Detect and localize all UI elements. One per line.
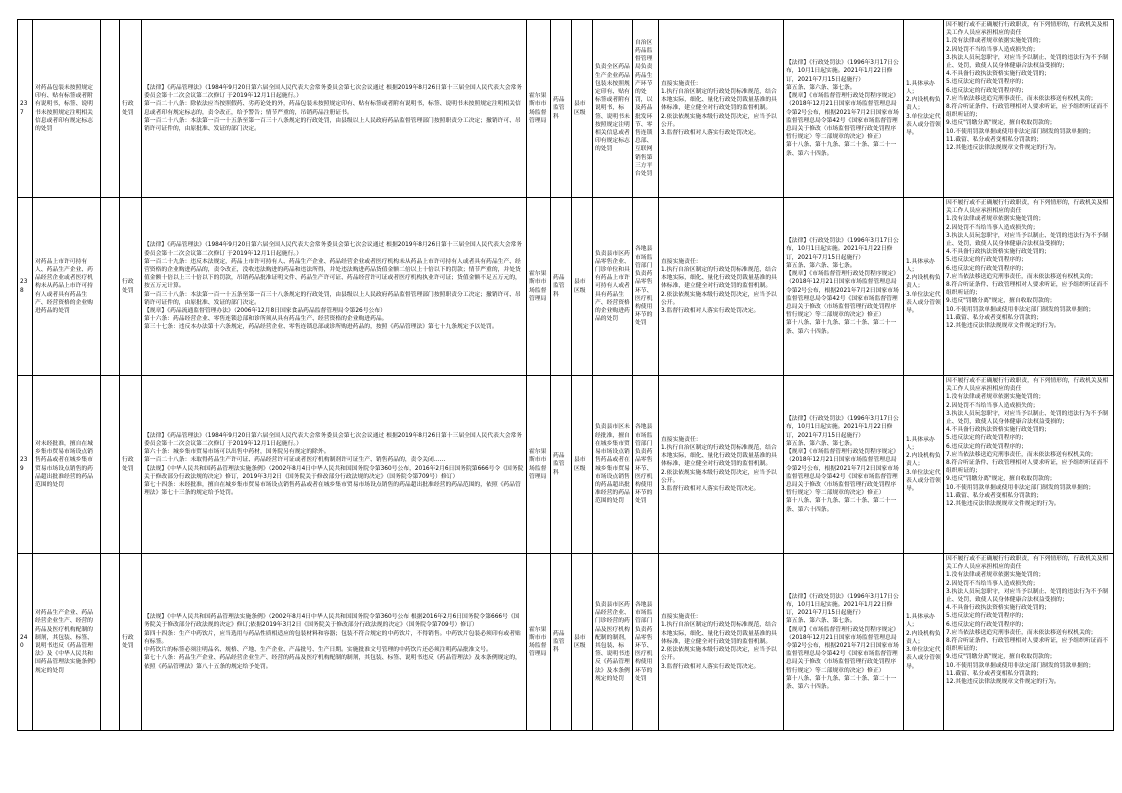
responsibility-measures: 直接实施责任： 1.执行自治区制定的行政处罚标准规范，结合本地实际，细化、量化行政处罚裁量基准的具体标准，建立健全对行政处罚的监督机制。 2.依法依规实施本级行政处罚决定，应当予以公开。 3.监督行政相对人落实行政处罚决定。	[659, 20, 784, 198]
legal-basis: 【法律】《药品管理法》（1984年9月20日第六届全国人民代表大会常务委员会第七次会议通过 根据2019年8月26日第十三届全国人民代表大会常务委员会第十二次会议第二次修订 于2019年12月1日起施行。） 第一百二十八条：除依法应当按照假药、劣药论处的外，药品包装未按照规定印有、贴有标签或者附有说明书，标签、说明书未按照规定注明相关信息或者印有规定标志的，责令改正，给予警告；情节严重的，吊销药品注册证书。 第一百二十八条：本法第一百一十五条至第一百三十八条规定的行政处罚，由县级以上人民政府药品监督管理部门按照职责分工决定；撤销许可、吊销许可证件的，由原批准、发证的部门决定。	[142, 20, 527, 198]
legal-basis: 【法律】《药品管理法》（1984年9月20日第六届全国人民代表大会常务委员会第七次会议通过 根据2019年8月26日第十三届全国人民代表大会常务委员会第十二次会议第二次修订 于2019年12月1日起施行。） 第一百二十九条：违反本法规定，药品上市许可持有人、药品生产企业、药品经营企业或者医疗机构未从药品上市许可持有人或者具有药品生产、经营资格的企业购进药品的，责令改正，没收违法购进的药品和违法所得，并处违法购进药品货值金额二倍以上十倍以下的罚款；情节严重的，并处货值金额十倍以上三十倍以下的罚款，吊销药品批准证明文件、药品生产许可证、药品经营许可证或者医疗机构执业许可证；货值金额不足五万元的，按五万元计算。 第一百三十八条：本法第一百一十五条至第一百三十八条规定的行政处罚，由县级以上人民政府药品监督管理部门按照职责分工决定；撤销许可、吊销许可证件的，由原批准、发证的部门决定。 【规章】《药品流通监督管理办法》（2006年12月8日国家食品药品监督管理局令第26号公布） 第十六条：药品经营企业、零售连锁总部和诊所须从具有药品生产、经营资格的企业购进药品。 第三十七条：违反本办法第十六条规定，药品经营企业、零售连锁总部或诊所购进药品的，按照《药品管理法》第七十九条规定予以处罚。	[142, 198, 527, 376]
responsibility-measures: 直接实施责任： 1.执行自治区制定的行政处罚标准规范，结合本地实际，细化、量化行政处罚裁量基准的具体标准，建立健全对行政处罚的监督机制。 2.依法依规实施本级行政处罚决定，应当予以公开。 3.监督行政相对人落实行政处罚决定。	[659, 376, 784, 554]
implementing-subject: 霍尔果斯市市场监督管理局	[527, 554, 551, 731]
accountability-basis: 【法律】《行政处罚法》（1996年3月17日公布，10月1日起实施。2021年1月22日修订，2021年7月15日起施行） 第五条、第六条、第七条。 【规章】《市场监督管理行政处罚程序规定》（2018年12月21日国家市场监督管理总局令第2号公布，根据2021年7月2日国家市场监督管理总局令第42号《国家市场监督管理总局关于修改〈市场监督管理行政处罚程序暂行规定〉等二部规章的决定》修正） 第十八条、第十九条、第二十条、第二十一条、第六十四条。	[784, 554, 904, 731]
sub-item	[101, 554, 120, 731]
item-name: 对药品生产企业、药品经营企业生产、经营的药品及医疗机构配制的制剂，其包装、标签、说明书违反《药品管理法》及《中华人民共和国药品管理法实施条例》规定的处罚	[33, 554, 101, 731]
exercise-level: 县市区级	[572, 20, 593, 198]
responsible-department: 药品监管科	[551, 20, 572, 198]
legal-basis: 【法规】《中华人民共和国药品管理法实施条例》（2002年8月4日中华人民共和国国务院令第360号公布 根据2016年2月6日国务院令第666号《国务院关于修改部分行政法规的决定》修订;依据2019年3月2日《国务院关于修改部分行政法规的决定》（国务院令第709号）修订） 第四十四条：生产中药饮片，应当选用与药品性质相适应的包装材料和容器；包装不符合规定的中药饮片，不得销售。中药饮片包装必须印有或者贴有标签。 中药饮片的标签必须注明品名、规格、产地、生产企业、产品批号、生产日期。实施批准文号管理的中药饮片还必须注明药品批准文号。 第七十八条：药品生产企业、药品经营企业生产、经营的药品及医疗机构配制的制剂，其包装、标签、说明书违反《药品管理法》及本条例规定的，依照《药品管理法》第八十五条的规定给予处罚。	[142, 554, 527, 731]
row-number: 239	[18, 376, 33, 554]
table-row	[18, 20, 1114, 198]
sub-item	[101, 198, 120, 376]
accountability-cases: 因不履行或不正确履行行政职责，有下列情形的，行政机关及相关工作人员应承担相应的责任 1.没有法律或者规章依据实施处罚的； 2.因处罚不当给当事人造成损失的； 3.执法人员玩忽职守，对应当予以制止、处罚的违法行为不予制止、处罚，致使人民身体健康合法权益受损的； 4.不具备行政执法资格实施行政处罚的； 5.违反法定的行政处罚程序的； 6.违反法定的行政处罚程序的； 7.应当依法移送追究刑事责任，而未依法移送有权机关的； 8.符合听证条件、行政管理相对人要求听证，应予组织听证而不组织听证的； 9.违反"罚缴分离"规定，擅自收取罚款的； 10.不使用罚款单据或使用非法定部门制发的罚款单据的； 11.截留、私分或者变相私分罚款的； 12.其他违反法律法规规章文件规定的行为。	[944, 20, 1114, 198]
exercise-level: 县市区级	[572, 554, 593, 731]
division-of-duty: 各地县市场监管部门负责药品零售环节、医疗机构使用环节的处罚	[633, 554, 659, 731]
row-number: 240	[18, 554, 33, 731]
exercise-level: 县市区级	[572, 198, 593, 376]
power-list-table	[17, 19, 1114, 731]
local-duty: 负责县市区药品零售企业、门诊单位和具有药品上市许可持有人或者具有药品生产、经营资格的企业购进药品的处罚	[593, 198, 633, 376]
table-row	[18, 376, 1114, 554]
local-duty: 负责县市区药品经营企业、门诊经营的药品及医疗机构配制的制剂，其包装、标签、说明书违反《药品管理法》及本条例规定的处罚	[593, 554, 633, 731]
accountable-subjects: 1.具体承办人； 2.内设机构负责人； 3.单位法定代表人或分管领导。	[904, 198, 944, 376]
exercise-level: 县市区级	[572, 376, 593, 554]
sub-item	[101, 20, 120, 198]
accountability-cases: 因不履行或不正确履行行政职责，有下列情形的，行政机关及相关工作人员应承担相应的责任 1.没有法律或者规章依据实施处罚的； 2.因处罚不当给当事人造成损失的； 3.执法人员玩忽职守，对应当予以制止、处罚的违法行为不予制止、处罚，致使人民身体健康合法权益受损的； 4.不具备行政执法资格实施行政处罚的； 5.违反法定的行政处罚程序的； 6.违反法定的行政处罚程序的； 7.应当依法移送追究刑事责任，而未依法移送有权机关的； 8.符合听证条件、行政管理相对人要求听证，应予组织听证而不组织听证的； 9.违反"罚缴分离"规定，擅自收取罚款的； 10.不使用罚款单据或使用非法定部门制发的罚款单据的； 11.截留、私分或者变相私分罚款的； 12.其他违反法律法规规章文件规定的行为。	[944, 554, 1114, 731]
local-duty: 负责县市区未经批准，擅自在城乡集市贸易市场设点销售药品或者在城乡集市贸易市场设点销售的药品超出批准经营的药品范围的处罚	[593, 376, 633, 554]
table-row	[18, 198, 1114, 376]
accountability-cases: 因不履行或不正确履行行政职责，有下列情形的，行政机关及相关工作人员应承担相应的责任 1.没有法律或者规章依据实施处罚的； 2.因处罚不当给当事人造成损失的； 3.执法人员玩忽职守，对应当予以制止、处罚的违法行为不予制止、处罚，致使人民身体健康合法权益受损的； 4.不具备行政执法资格实施行政处罚的； 5.违反法定的行政处罚程序的； 6.违反法定的行政处罚程序的； 7.应当依法移送追究刑事责任，而未依法移送有权机关的； 8.符合听证条件、行政管理相对人要求听证，应予组织听证而不组织听证的； 9.违反"罚缴分离"规定，擅自收取罚款的； 10.不使用罚款单据或使用非法定部门制发的罚款单据的； 11.截留、私分或者变相私分罚款的； 12.其他违反法律法规规章文件规定的行为。	[944, 376, 1114, 554]
row-number: 237	[18, 20, 33, 198]
responsible-department: 药品监管科	[551, 554, 572, 731]
responsible-department: 药品监管科	[551, 376, 572, 554]
implementing-subject: 霍尔果斯市市场监督管理局	[527, 198, 551, 376]
accountable-subjects: 1.具体承办人； 2.内设机构负责人； 3.单位法定代表人或分管领导。	[904, 376, 944, 554]
division-of-duty: 自治区药品监督管理局负责药品生产环节的处罚，以及药品批发环节、零售连锁总部、互联网销售第三方平台处罚	[633, 20, 659, 198]
responsibility-measures: 直接实施责任： 1.执行自治区制定的行政处罚标准规范，结合本地实际，细化、量化行政处罚裁量基准的具体标准，建立健全对行政处罚的监督机制。 2.依法依规实施本级行政处罚决定，应当予以公开。 3.监督行政相对人落实行政处罚决定。	[659, 198, 784, 376]
accountable-subjects: 1.具体承办人； 2.内设机构负责人； 3.单位法定代表人或分管领导。	[904, 20, 944, 198]
legal-basis: 【法律】《药品管理法》（1984年9月20日第六届全国人民代表大会常务委员会第七次会议通过 根据2019年8月26日第十三届全国人民代表大会常务委员会第十二次会议第二次修订 于2019年12月1日起施行。） 第六十条：城乡集市贸易市场可以出售中药材，国务院另有规定的除外。 第一百二十八条：未取得药品生产许可证、药品经营许可证或者医疗机构制剂许可证生产、销售药品的，责令关闭…… 【法规】《中华人民共和国药品管理法实施条例》（2002年8月4日中华人民共和国国务院令第360号公布，2016年2月6日国务院第666号令《国务院关于修改部分行政法规的决定》修订，2019年3月2日《国务院关于修改部分行政法规的决定》（国务院令第709号）修订） 第七十四条：未经批准，擅自在城乡集市贸易市场设点销售药品或者在城乡集市贸易市场设点销售的药品超出批准经营的药品范围的，依照《药品管理法》第七十三条的规定给予处罚。	[142, 376, 527, 554]
responsible-department: 药品监管科	[551, 198, 572, 376]
division-of-duty: 各地县市场监管部门负责药品零售环节、医疗机构使用环节的处罚	[633, 198, 659, 376]
division-of-duty: 各地县市场监管部门负责药品零售环节、医疗机构使用环节的处罚	[633, 376, 659, 554]
accountability-cases: 因不履行或不正确履行行政职责，有下列情形的，行政机关及相关工作人员应承担相应的责任 1.没有法律或者规章依据实施处罚的； 2.因处罚不当给当事人造成损失的； 3.执法人员玩忽职守，对应当予以制止、处罚的违法行为不予制止、处罚，致使人民身体健康合法权益受损的； 4.不具备行政执法资格实施行政处罚的； 5.违反法定的行政处罚程序的； 6.违反法定的行政处罚程序的； 7.应当依法移送追究刑事责任，而未依法移送有权机关的； 8.符合听证条件、行政管理相对人要求听证，应予组织听证而不组织听证的； 9.违反"罚缴分离"规定，擅自收取罚款的； 10.不使用罚款单据或使用非法定部门制发的罚款单据的； 11.截留、私分或者变相私分罚款的； 12.其他违反法律法规规章文件规定的行为。	[944, 198, 1114, 376]
local-duty: 负责全区药品生产企业药品包装未按照规定印有、贴有标签或者附有说明书，标签、说明书未按照规定注明相关信息或者印有规定标志的处罚	[593, 20, 633, 198]
power-type: 行政处罚	[120, 376, 142, 554]
power-type: 行政处罚	[120, 20, 142, 198]
accountability-basis: 【法律】《行政处罚法》（1996年3月17日公布，10月1日起实施。2021年1月22日修订，2021年7月15日起施行） 第五条、第六条、第七条。 【规章】《市场监督管理行政处罚程序规定》（2018年12月21日国家市场监督管理总局令第2号公布，根据2021年7月2日国家市场监督管理总局令第42号《国家市场监督管理总局关于修改〈市场监督管理行政处罚程序暂行规定〉等二部规章的决定》修正） 第十八条、第十九条、第二十条、第二十一条、第六十四条。	[784, 198, 904, 376]
implementing-subject: 霍尔果斯市市场监督管理局	[527, 20, 551, 198]
power-type: 行政处罚	[120, 554, 142, 731]
implementing-subject: 霍尔果斯市市场监督管理局	[527, 376, 551, 554]
accountability-basis: 【法律】《行政处罚法》（1996年3月17日公布，10月1日起实施。2021年1月22日修订，2021年7月15日起施行） 第五条、第六条、第七条。 【规章】《市场监督管理行政处罚程序规定》（2018年12月21日国家市场监督管理总局令第2号公布，根据2021年7月2日国家市场监督管理总局令第42号《国家市场监督管理总局关于修改〈市场监督管理行政处罚程序暂行规定〉等二部规章的决定》修正） 第十八条、第十九条、第二十条、第二十一条、第六十四条。	[784, 20, 904, 198]
item-name: 对未经批准，擅自在城乡集市贸易市场设点销售药品或者在城乡集市贸易市场设点销售的药品超出批准经营的药品范围的处罚	[33, 376, 101, 554]
item-name: 对药品包装未按照规定印有、贴有标签或者附有说明书，标签、说明书未按照规定注明相关信息或者印有规定标志的处罚	[33, 20, 101, 198]
responsibility-measures: 直接实施责任： 1.执行自治区制定的行政处罚标准规范，结合本地实际，细化、量化行政处罚裁量基准的具体标准，建立健全对行政处罚的监督机制。 2.依法依规实施本级行政处罚决定，应当予以公开。 3.监督行政相对人落实行政处罚决定。	[659, 554, 784, 731]
accountability-basis: 【法律】《行政处罚法》（1996年3月17日公布，10月1日起实施。2021年1月22日修订，2021年7月15日起施行） 第五条、第六条、第七条。 【规章】《市场监督管理行政处罚程序规定》（2018年12月21日国家市场监督管理总局令第2号公布，根据2021年7月2日国家市场监督管理总局令第42号《国家市场监督管理总局关于修改〈市场监督管理行政处罚程序暂行规定〉等二部规章的决定》修正） 第十八条、第十九条、第二十条、第二十一条、第六十四条。	[784, 376, 904, 554]
item-name: 对药品上市许可持有人、药品生产企业、药品经营企业或者医疗机构未从药品上市许可持有人或者具有药品生产、经营资格的企业购进药品的处罚	[33, 198, 101, 376]
power-type: 行政处罚	[120, 198, 142, 376]
sub-item	[101, 376, 120, 554]
table-row	[18, 554, 1114, 731]
accountable-subjects: 1.具体承办人； 2.内设机构负责人； 3.单位法定代表人或分管领导。	[904, 554, 944, 731]
row-number: 238	[18, 198, 33, 376]
